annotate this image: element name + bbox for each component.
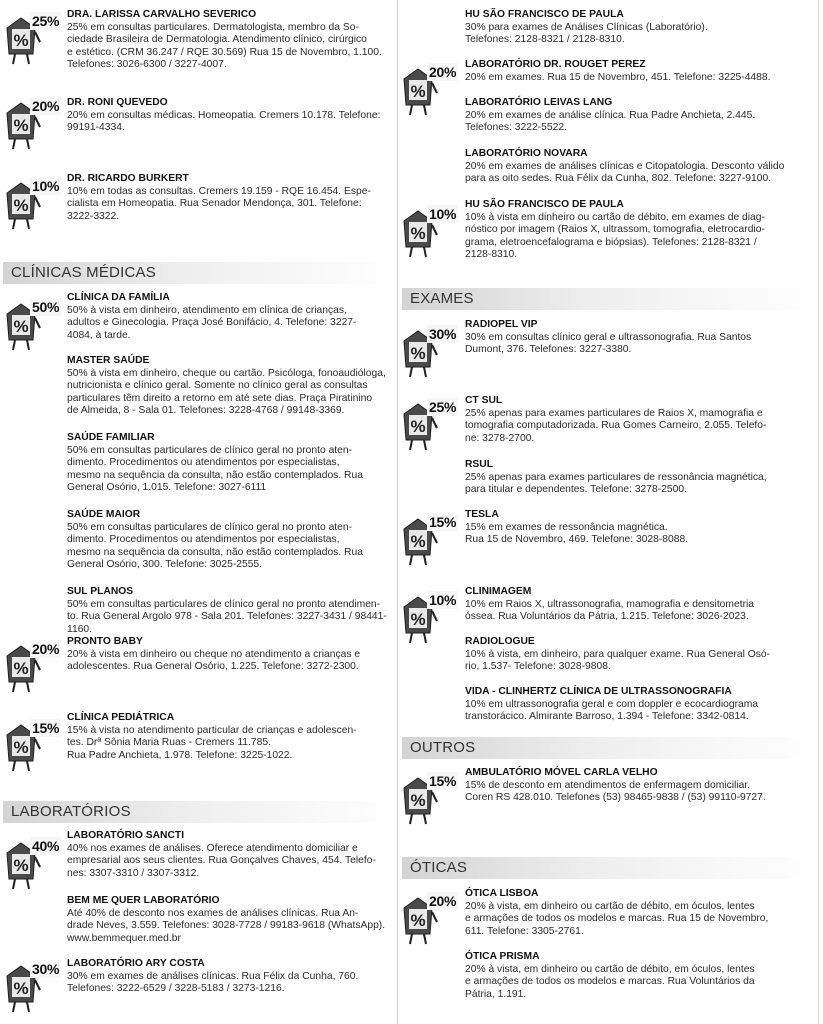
listing-name: VIDA - CLINHERTZ CLÍNICA DE ULTRASSONOGRAFIA [465,686,732,697]
svg-text:%: % [410,82,426,101]
listing-entry [465,888,811,938]
discount-percent: 15% [429,514,457,530]
svg-text:%: % [410,532,426,551]
discount-percent: 15% [32,720,60,736]
listing-name: ÓTICA PRISMA [465,951,540,962]
listing-name: RSUL [465,459,494,470]
listing-entry [67,292,392,342]
listing-entry [465,59,811,84]
discount-percent: 10% [429,206,457,222]
discount-percent: 25% [429,399,457,415]
listing-name: CLÍNICA DA FAMÍLIA [67,292,170,303]
discount-percent: 15% [429,773,457,789]
listing-description: 50% em consultas particulares de clínico geral no pronto atendimen- to. Rua General Argolo 978 - Sala 201. Telefones: 3227-3431 / 98441-1160. [67,598,387,635]
discount-percent: 10% [32,178,60,194]
listing-description: 50% à vista em dinheiro, cheque ou cartão. Psicóloga, fonoaudióloga, nutricionista e clínico geral. Somente no clínico geral as consultas particulares têm direito a retorno em até sete dias. Praça Piratinino de Almeida, 8 - Sala 01. Telefones: 3228-4768 / 99148-3369. [67,367,386,417]
right-edge-line [818,0,819,1024]
discount-percent: 20% [429,893,457,909]
section-outros: OUTROS [402,737,818,759]
discount-badge [3,642,65,704]
listing-description: 30% para exames de Análises Clínicas (Laboratório). Telefones: 2128-8321 / 2128-8310. [465,21,708,46]
listing-entry [67,432,392,495]
listing-description: 15% em exames de ressonância magnética. Rua 15 de Novembro, 469. Telefone: 3028-8088. [465,521,689,546]
discount-percent: 20% [429,64,457,80]
listing-description: 20% em exames de análises clínicas e Citopatologia. Desconto válido para as oito sedes. Rua Félix da Cunha, 802. Telefone: 3227-9100. [465,160,785,185]
discount-percent: 10% [429,592,457,608]
svg-text:%: % [13,116,29,135]
discount-badge [3,962,65,1024]
svg-text:%: % [13,659,29,678]
discount-badge [3,99,65,161]
listing-description: 50% à vista em dinheiro, atendimento em clínica de crianças, adultos e Ginecologia. Praça José Bonifácio, 4. Telefone: 3227- 4084, à tarde. [67,304,357,341]
listing-description: 40% nos exames de análises. Oferece atendimento domiciliar e empresarial aos seus clientes. Rua Gonçalves Chaves, 454. Telefo- nes: 3307-3310 / 3307-3312. [67,842,376,879]
discount-percent: 40% [32,838,60,854]
svg-text:%: % [410,791,426,810]
listing-entry [67,895,392,945]
listing-name: HU SÃO FRANCISCO DE PAULA [465,199,624,210]
discount-badge [3,14,65,76]
listing-name: CLÍNICA PEDIÁTRICA [67,712,175,723]
discount-badge [400,207,462,269]
listing-name: LABORATÓRIO DR. ROUGET PEREZ [465,59,646,70]
listing-name: LABORATÓRIO ARY COSTA [67,958,205,969]
listing-description: 15% de desconto em atendimentos de enfermagem domiciliar. Coren RS 428.010. Telefones (53) 98465-9838 / (53) 99110-9727. [465,779,766,804]
listing-entry [67,509,392,572]
discount-badge [400,515,462,577]
discount-badge [400,774,462,836]
listing-name: RADIOLOGUE [465,636,535,647]
listing-entry [465,586,811,624]
svg-text:%: % [410,224,426,243]
listing-description: 20% em exames de análise clínica. Rua Padre Anchieta, 2.445. Telefones: 3222-5522. [465,109,756,134]
listing-entry [465,459,811,497]
listing-name: DR. RONI QUEVEDO [67,97,168,108]
listing-entry [465,319,811,357]
listing-entry [465,9,811,47]
listing-name: LABORATÓRIO LEIVAS LANG [465,97,613,108]
listing-description: 20% à vista em dinheiro ou cheque no atendimento a crianças e adolescentes. Rua General Osório, 1.225. Telefone: 3272-2300. [67,648,361,673]
listing-name: HU SÃO FRANCISCO DE PAULA [465,9,624,20]
listing-name: CLINIMAGEM [465,586,532,597]
discount-badge [400,327,462,389]
listing-name: SUL PLANOS [67,586,134,597]
listing-description: Até 40% de desconto nos exames de análises clínicas. Rua An- drade Neves, 3.559. Telefones: 3028-7728 / 99183-9618 (WhatsApp). www.bemmequer.med.br [67,907,386,944]
listing-name: SAÚDE FAMILIAR [67,432,155,443]
listing-name: MASTER SAÚDE [67,355,150,366]
listing-description: 20% à vista, em dinheiro ou cartão de débito, em óculos, lentes e armações de todos os modelos e marcas. Rua 15 de Novembro, 611. Telefone: 3305-2761. [465,900,769,937]
discount-badge [3,839,65,901]
listing-entry [67,712,392,762]
discount-badge [3,300,65,362]
listing-name: SAÚDE MAIOR [67,509,141,520]
listing-description: 50% em consultas particulares de clínico geral no pronto aten- dimento. Procedimentos ou atendimentos por especialistas, mesmo na sequência da consulta, não estão contemplados. Rua General Osório, 1.015. Telefone: 3027-6111 [67,444,363,494]
listing-name: DR. RICARDO BURKERT [67,173,189,184]
listing-name: TESLA [465,509,499,520]
discount-percent: 25% [32,13,60,29]
listing-name: ÓTICA LISBOA [465,888,539,899]
svg-text:%: % [410,344,426,363]
listing-entry [67,586,392,636]
listing-description: 10% à vista em dinheiro ou cartão de débito, em exames de diag- nóstico por imagem (Raios X, ultrassom, tomografia, eletrocardio- grama, eletroencefalograma e biópsias). Telefones: 2128-8321 / 2128-8310. [465,211,765,261]
listing-entry [465,97,811,135]
listing-entry [67,97,392,135]
listing-entry [465,951,811,1001]
listing-description: 20% em exames. Rua 15 de Novembro, 451. Telefone: 3225-4488. [465,71,771,83]
listing-description: 10% em todas as consultas. Cremers 19.159 - RQE 16.454. Espe- cialista em Homeopatia. Rua Senador Mendonça, 301. Telefone: 3222-3322. [67,185,371,222]
svg-text:%: % [13,738,29,757]
listing-entry [67,355,392,418]
listing-description: 25% apenas para exames particulares de Raios X, mamografia e tomografia computadorizada. Rua Gomes Carneiro, 2.055. Telefo- ne: 3278-2700. [465,407,767,444]
listing-name: BEM ME QUER LABORATÓRIO [67,895,220,906]
listing-entry [465,395,811,445]
listing-entry [67,173,392,223]
section-laboratorios: LABORATÓRIOS [3,801,396,823]
svg-text:%: % [13,31,29,50]
svg-text:%: % [13,196,29,215]
listing-description: 10% em Raios X, ultrassonografia, mamografia e densitometria óssea. Rua Voluntários da Pátria, 1.215. Telefone: 3026-2023. [465,598,755,623]
discount-percent: 50% [32,299,60,315]
column-divider [397,0,398,1024]
section-oticas: ÓTICAS [402,857,818,879]
listing-description: 25% em consultas particulares. Dermatologista, membro da So- ciedade Brasileira de Dermatologia. Atendimento clínico, cirúrgico e estético. (CRM 36.247 / RQE 30.569) Rua 15 de Novembro, 1.100. Telefones: 3026-6300 / 3227-4007. [67,21,382,71]
listing-name: LABORATÓRIO SANCTI [67,830,185,841]
svg-text:%: % [13,856,29,875]
discount-percent: 20% [32,98,60,114]
listing-name: LABORATÓRIO NOVARA [465,148,588,159]
listing-description: 30% em exames de análises clínicas. Rua Félix da Cunha, 760. Telefones: 3222-6529 / 3228-5183 / 3273-1216. [67,970,359,995]
discount-percent: 30% [32,961,60,977]
svg-text:%: % [410,417,426,436]
listing-description: 25% apenas para exames particulares de ressonância magnética, para titular e dependentes. Telefone: 3278-2500. [465,471,767,496]
listing-entry [465,686,811,724]
listing-description: 20% à vista, em dinheiro ou cartão de débito, em óculos, lentes e armações de todos os modelos e marcas. Rua Voluntários da Pátria, 1.191. [465,963,755,1000]
listing-name: PRONTO BABY [67,636,143,647]
listing-description: 10% em ultrassonografia geral e com doppler e ecocardiograma transtorácico. Almirante Barroso, 1.394 - Telefone: 3342-0814. [465,698,759,723]
listing-entry [465,767,811,805]
listing-description: 10% à vista, em dinheiro, para qualquer exame. Rua General Osó- rio, 1.537- Telefone: 3028-9808. [465,648,771,673]
listing-name: DRA. LARISSA CARVALHO SEVERICO [67,9,257,20]
discount-badge [400,894,462,956]
listing-entry [67,636,392,674]
listing-name: AMBULATÓRIO MÓVEL CARLA VELHO [465,767,658,778]
listing-entry [465,199,811,262]
discount-badge [3,179,65,241]
section-clinicas-medicas: CLÍNICAS MÉDICAS [3,262,396,284]
listing-description: 15% à vista no atendimento particular de crianças e adolescen- tes. Drª Sônia Maria Ruas - Cremers 11.785. Rua Padre Anchieta, 1.978. Telefone: 3225-1022. [67,724,357,761]
svg-text:%: % [13,979,29,998]
discount-percent: 20% [32,641,60,657]
listing-description: 50% em consultas particulares de clínico geral no pronto aten- dimento. Procedimentos ou atendimentos por especialistas, mesmo na sequência da consulta, não estão contemplados. Rua General Osório, 300. Telefone: 3025-2555. [67,521,363,571]
section-exames: EXAMES [402,288,818,310]
discount-percent: 30% [429,326,457,342]
discount-badge [400,65,462,127]
listing-description: 20% em consultas médicas. Homeopatia. Cremers 10.178. Telefone: 99191-4334. [67,109,381,134]
listing-entry [465,148,811,186]
listing-description: 30% em consultas clínico geral e ultrassonografia. Rua Santos Dumont, 376. Telefones: 3227-3380. [465,331,752,356]
listing-name: CT SUL [465,395,503,406]
svg-text:%: % [13,317,29,336]
listing-entry [67,958,392,996]
listing-name: RADIOPEL VIP [465,319,538,330]
discount-badge [400,593,462,655]
svg-text:%: % [410,610,426,629]
svg-text:%: % [410,911,426,930]
listing-entry [465,636,811,674]
discount-badge [400,400,462,462]
listing-entry [67,9,392,72]
listing-entry [67,830,392,880]
discount-badge [3,721,65,783]
listing-entry [465,509,811,547]
